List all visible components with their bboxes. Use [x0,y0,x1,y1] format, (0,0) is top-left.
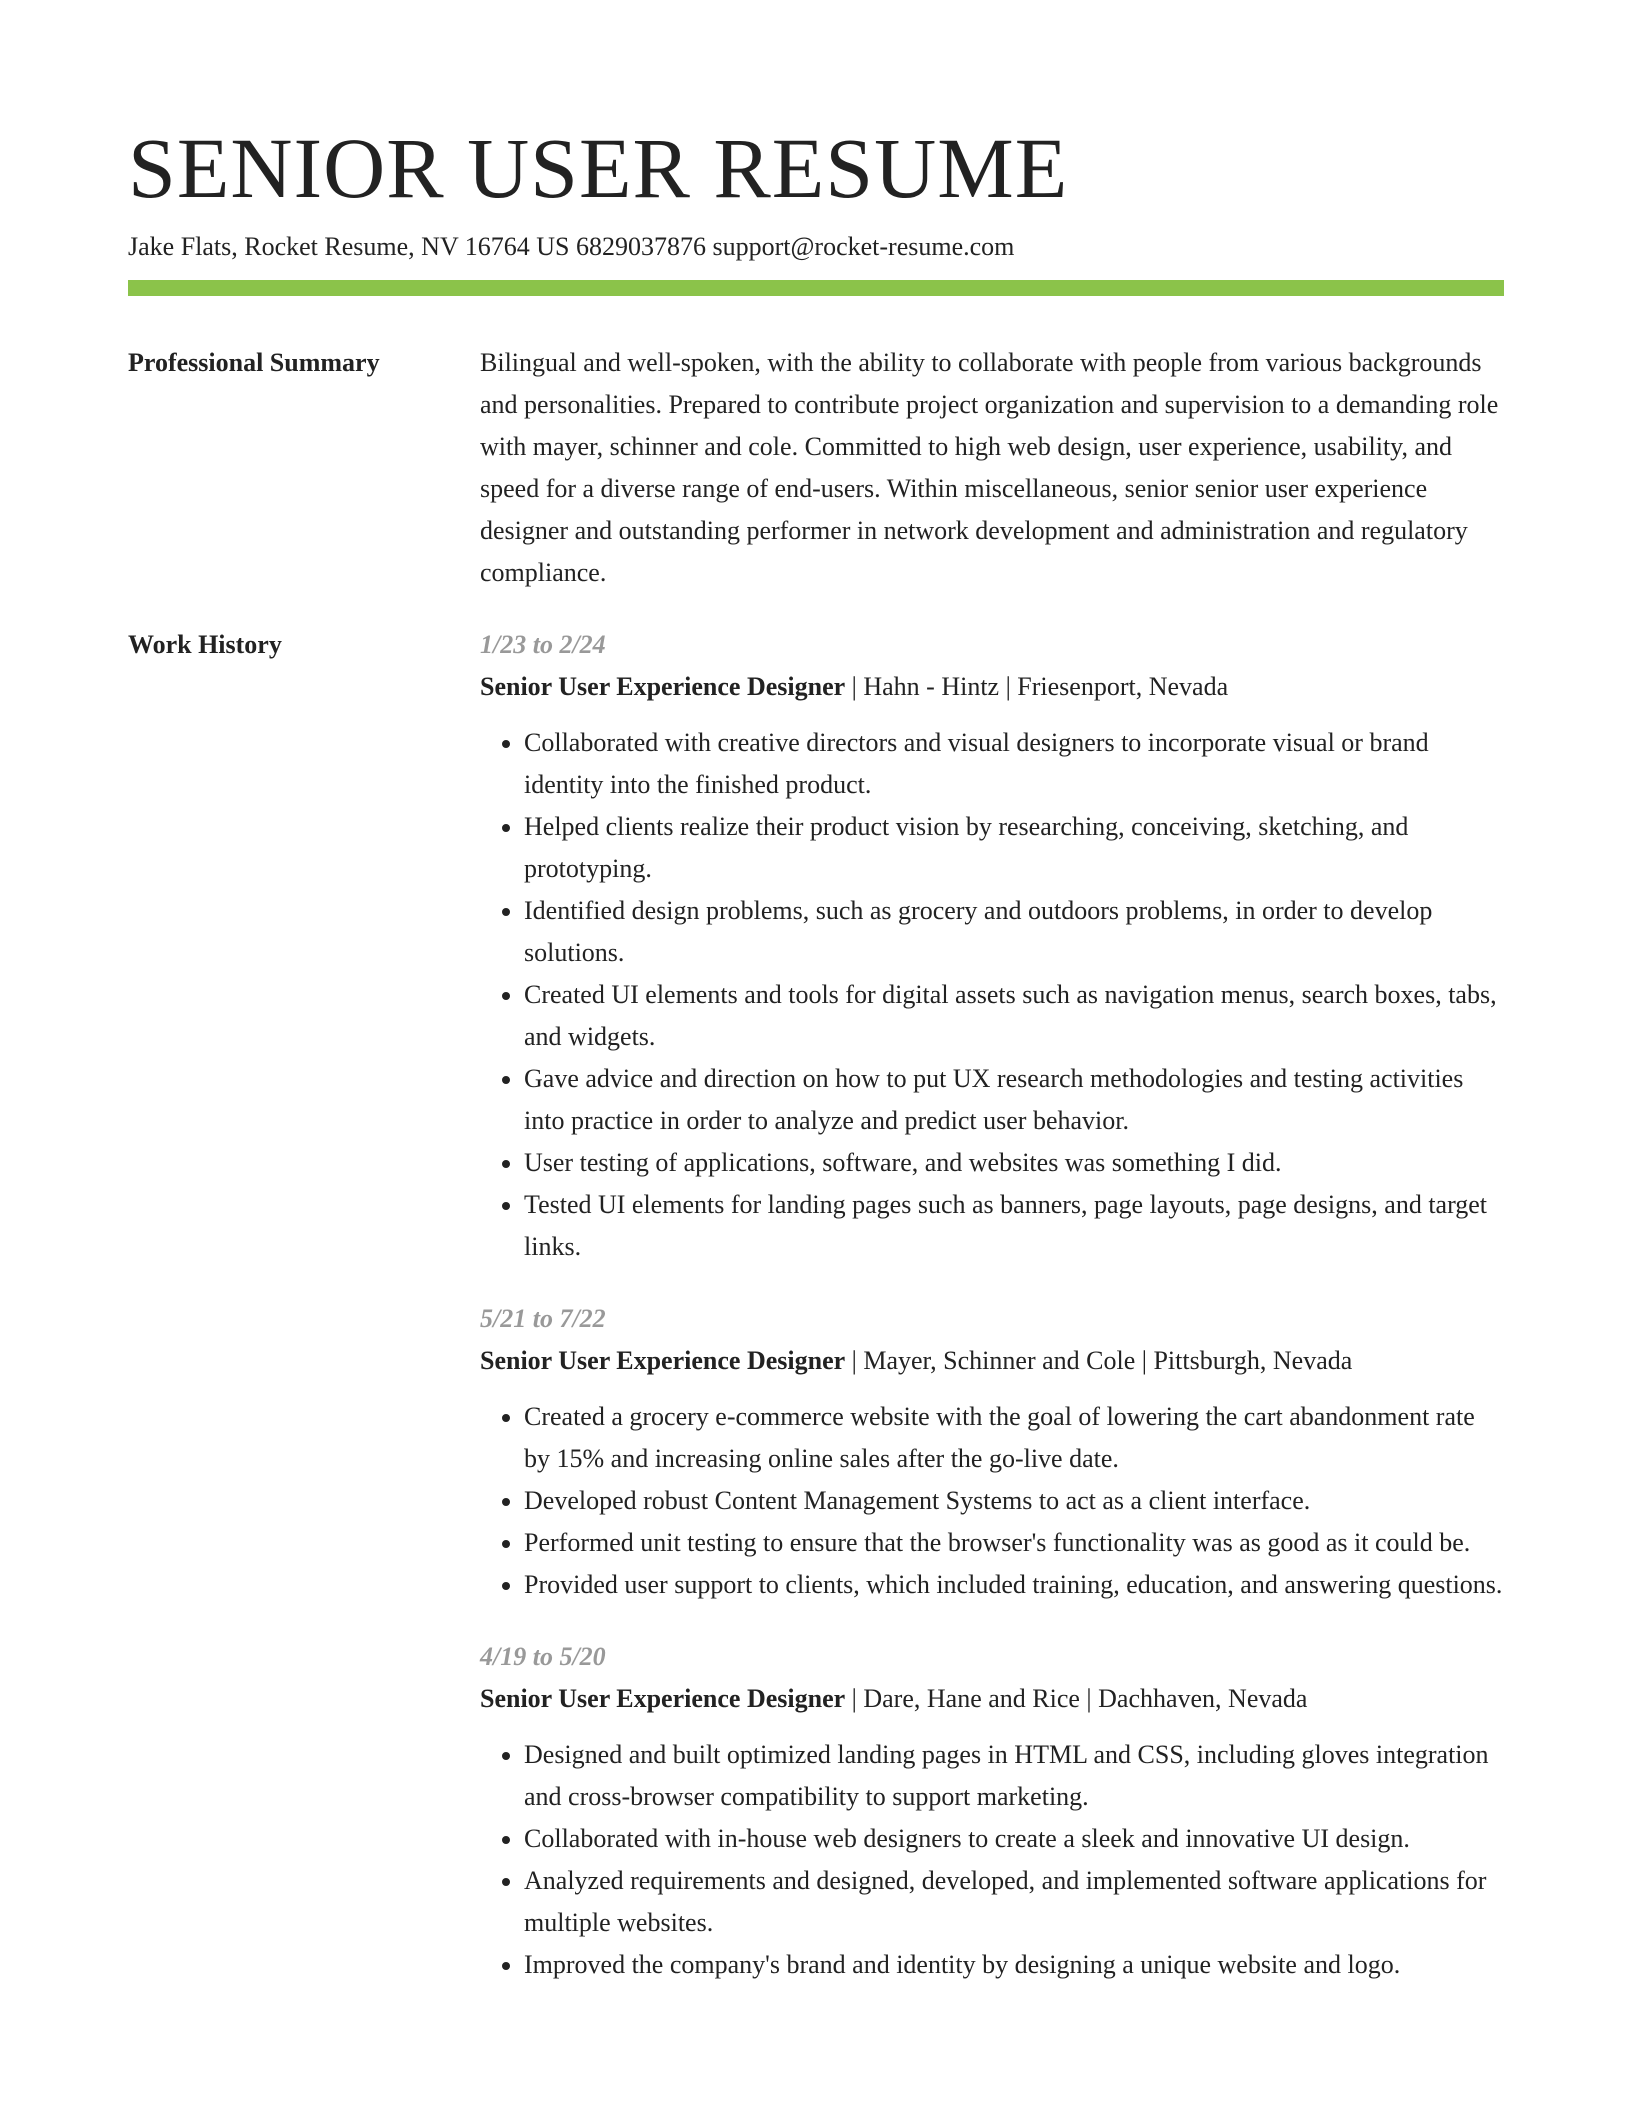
job-bullets [480,1396,1504,1606]
job-role: Senior User Experience Designer [480,1346,846,1375]
job-details: | Dare, Hane and Rice | Dachhaven, Nevada [845,1684,1308,1713]
job-role: Senior User Experience Designer [480,1684,846,1713]
resume-page [128,118,1504,1986]
job-details: | Hahn - Hintz | Friesenport, Nevada [845,672,1229,701]
job-entry [480,1636,1504,1986]
resume-title: SENIOR USER RESUME [128,120,1069,216]
job-bullet: • Tested UI elements for landing pages such as banners, page layouts, page designs, and target links. [524,1184,1504,1268]
job-role: Senior User Experience Designer [480,672,846,701]
summary-section [128,342,1504,594]
job-bullets [480,1734,1504,1986]
job-dates: 4/19 to 5/20 [480,1642,606,1671]
job-bullet: • Helped clients realize their product vision by researching, conceiving, sketching, and prototyping. [524,806,1504,890]
job-bullet: • Provided user support to clients, which included training, education, and answering questions. [524,1564,1504,1606]
job-bullet: • Created a grocery e-commerce website with the goal of lowering the cart abandonment rate by 15% and increasing online sales after the go-live date. [524,1396,1504,1480]
job-bullet: • Performed unit testing to ensure that the browser's functionality was as good as it could be. [524,1522,1504,1564]
job-dates: 5/21 to 7/22 [480,1304,606,1333]
header-accent-rule [128,280,1504,296]
job-heading [480,1678,1504,1720]
job-bullet: • Gave advice and direction on how to put UX research methodologies and testing activities into practice in order to analyze and predict user behavior. [524,1058,1504,1142]
contact-line: Jake Flats, Rocket Resume, NV 16764 US 6829037876 support@rocket-resume.com [128,232,1015,261]
job-bullet: • Designed and built optimized landing pages in HTML and CSS, including gloves integration and cross-browser compatibility to support marketing. [524,1734,1504,1818]
job-dates: 1/23 to 2/24 [480,630,606,659]
job-bullet: • Collaborated with creative directors and visual designers to incorporate visual or brand identity into the finished product. [524,722,1504,806]
work-history-section [128,624,1504,1986]
job-bullets [480,722,1504,1268]
summary-text: Bilingual and well-spoken, with the ability to collaborate with people from various backgrounds and personalities. Prepared to contribute project organization and supervision to a demanding role with mayer, schinner and cole. Committed to high web design, user experience, usability, and speed for a diverse range of end-users. Within miscellaneous, senior senior user experience designer and outstanding performer in network development and administration and regulatory compliance. [480,348,1499,587]
job-bullet: • Created UI elements and tools for digital assets such as navigation menus, search boxes, tabs, and widgets. [524,974,1504,1058]
job-entry [480,1298,1504,1606]
job-heading [480,666,1504,708]
job-bullet: • Identified design problems, such as grocery and outdoors problems, in order to develop solutions. [524,890,1504,974]
job-list [480,624,1504,1986]
job-bullet: • Analyzed requirements and designed, developed, and implemented software applications for multiple websites. [524,1860,1504,1944]
job-bullet: • Developed robust Content Management Systems to act as a client interface. [524,1480,1504,1522]
job-heading [480,1340,1504,1382]
job-entry [480,624,1504,1268]
job-bullet: • Improved the company's brand and identity by designing a unique website and logo. [524,1944,1504,1986]
job-bullet: • Collaborated with in-house web designers to create a sleek and innovative UI design. [524,1818,1504,1860]
job-details: | Mayer, Schinner and Cole | Pittsburgh, Nevada [845,1346,1353,1375]
job-bullet: • User testing of applications, software, and websites was something I did. [524,1142,1504,1184]
summary-heading: Professional Summary [128,348,380,377]
work-history-heading: Work History [128,630,282,659]
